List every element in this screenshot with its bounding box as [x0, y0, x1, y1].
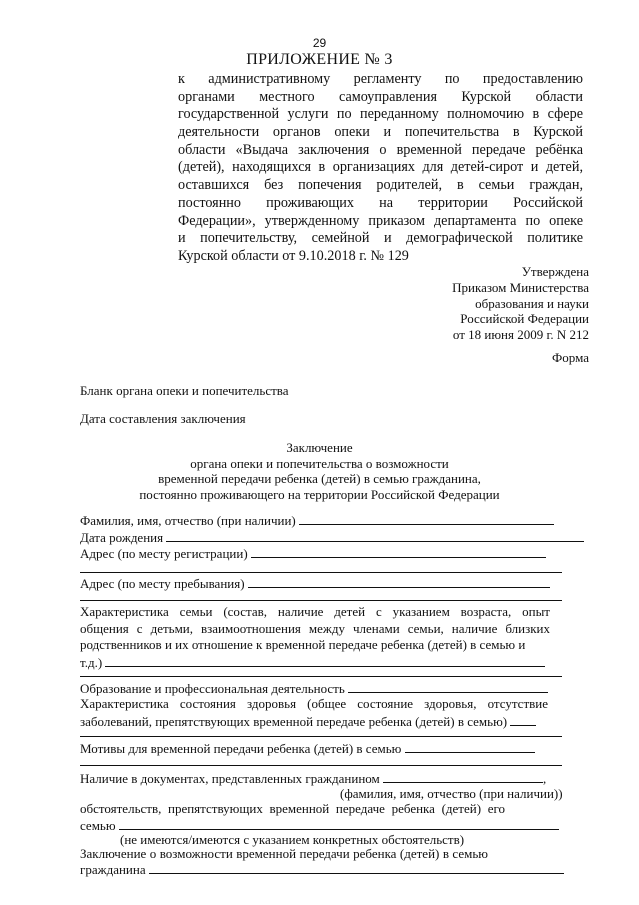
docs-label: Наличие в документах, представленных гражданином: [80, 771, 380, 786]
regulation-line: и попечительству, семейной и демографической политике: [178, 230, 583, 247]
fio-label: Фамилия, имя, отчество (при наличии): [80, 513, 296, 528]
motives-label: Мотивы для временной передачи ребенка (детей) в семью: [80, 741, 402, 756]
docs-field: [80, 770, 546, 787]
regulation-line: (детей), находящихся в организациях для детей-сирот и детей,: [178, 159, 583, 176]
blank-label: Бланк органа опеки и попечительства: [80, 383, 289, 398]
docs-comma: ,: [543, 771, 547, 786]
family-label-line: т.д.): [80, 654, 103, 670]
approval-line: Приказом Министерства: [452, 279, 589, 295]
regulation-line: Федерации», утвержденному приказом департамента по опеке: [178, 212, 583, 229]
family-line[interactable]: [105, 654, 545, 667]
conclusion-title-line: временной передачи ребенка (детей) в семью гражданина,: [158, 471, 481, 487]
conclusion-label-line: Заключение о возможности временной передачи ребенка (детей) в семью: [80, 846, 488, 861]
conclusion-field-2: [80, 861, 564, 878]
motives-extra-line[interactable]: [80, 765, 562, 766]
circumstances-label-line: семью: [80, 818, 116, 833]
docs-line[interactable]: [383, 770, 543, 783]
family-label-line: Характеристика семьи (состав, наличие детей с указанием возраста, опыт: [80, 604, 550, 619]
regulation-line: оставшихся без попечения родителей, в семьи граждан,: [178, 177, 583, 194]
reg-address-extra-line[interactable]: [80, 572, 562, 573]
approval-line: образования и науки: [475, 295, 589, 311]
reg-address-field: [80, 545, 546, 562]
health-line[interactable]: [510, 713, 536, 726]
circumstances-field: [80, 801, 505, 817]
reg-address-line[interactable]: [251, 545, 546, 558]
conclusion-title-line: постоянно проживающего на территории Российской Федерации: [139, 486, 500, 502]
regulation-line: области «Выдача заключения о временной передаче ребёнка: [178, 141, 583, 158]
family-extra-line[interactable]: [80, 676, 562, 677]
approval-line: от 18 июня 2009 г. N 212: [452, 327, 589, 343]
docs-hint: (фамилия, имя, отчество (при наличии)): [340, 786, 563, 801]
education-field: [80, 680, 548, 697]
appendix-title: ПРИЛОЖЕНИЕ № 3: [246, 51, 393, 68]
education-line[interactable]: [348, 680, 548, 693]
health-field: [80, 696, 548, 730]
motives-line[interactable]: [405, 740, 535, 753]
birth-field: [80, 529, 584, 546]
regulation-line: деятельности органов опеки и попечительства в Курской: [178, 124, 583, 141]
circumstances-hint: (не имеются/имеются с указанием конкретных обстоятельств): [120, 832, 465, 847]
page-number: 29: [312, 36, 327, 50]
conclusion-title: [0, 440, 639, 502]
fio-field: [80, 512, 554, 529]
health-label-line: заболеваний, препятствующих временной передаче ребенка (детей) в семью): [80, 713, 508, 729]
approval-block: [452, 264, 589, 343]
stay-address-field: [80, 575, 550, 592]
form-label: Форма: [552, 350, 589, 365]
regulation-line: к административному регламенту по предоставлению: [178, 71, 583, 87]
conclusion-field: [80, 846, 488, 862]
stay-address-label: Адрес (по месту пребывания): [80, 576, 245, 591]
regulation-line: органами местного самоуправления Курской области: [178, 88, 583, 105]
conclusion-title-line: Заключение: [286, 440, 353, 455]
regulation-line: государственной услуги по переданному полномочию в сфере: [178, 106, 583, 123]
regulation-line: постоянно проживающих на территории Российской: [178, 194, 583, 211]
education-label: Образование и профессиональная деятельность: [80, 681, 345, 696]
approval-line: Утверждена: [521, 264, 589, 279]
birth-line[interactable]: [166, 529, 584, 542]
date-label: Дата составления заключения: [80, 411, 246, 426]
conclusion-label-line: гражданина: [80, 862, 146, 877]
family-field: [80, 604, 550, 671]
circumstances-label-line: обстоятельств, препятствующих временной передаче ребенка (детей) его: [80, 801, 505, 816]
stay-address-extra-line[interactable]: [80, 600, 562, 601]
family-label-line: родственников и их отношение к временной передаче ребенка (детей) в семью и: [80, 637, 526, 652]
family-label-line: общения с детьми, взаимоотношения между членами семьи, наличие близких: [80, 620, 550, 636]
reg-address-label: Адрес (по месту регистрации): [80, 546, 248, 561]
conclusion-line[interactable]: [149, 861, 564, 874]
regulation-line: Курской области от 9.10.2018 г. № 129: [178, 247, 409, 264]
regulation-reference: [178, 71, 583, 266]
fio-line[interactable]: [299, 512, 554, 525]
health-label-line: Характеристика состояния здоровья (общее состояние здоровья, отсутствие: [80, 696, 548, 711]
health-extra-line[interactable]: [80, 736, 562, 737]
birth-label: Дата рождения: [80, 530, 164, 545]
motives-field: [80, 740, 535, 757]
approval-line: Российской Федерации: [460, 311, 589, 327]
stay-address-line[interactable]: [248, 575, 550, 588]
conclusion-title-line: органа опеки и попечительства о возможности: [190, 455, 449, 471]
circumstances-line[interactable]: [119, 817, 559, 830]
